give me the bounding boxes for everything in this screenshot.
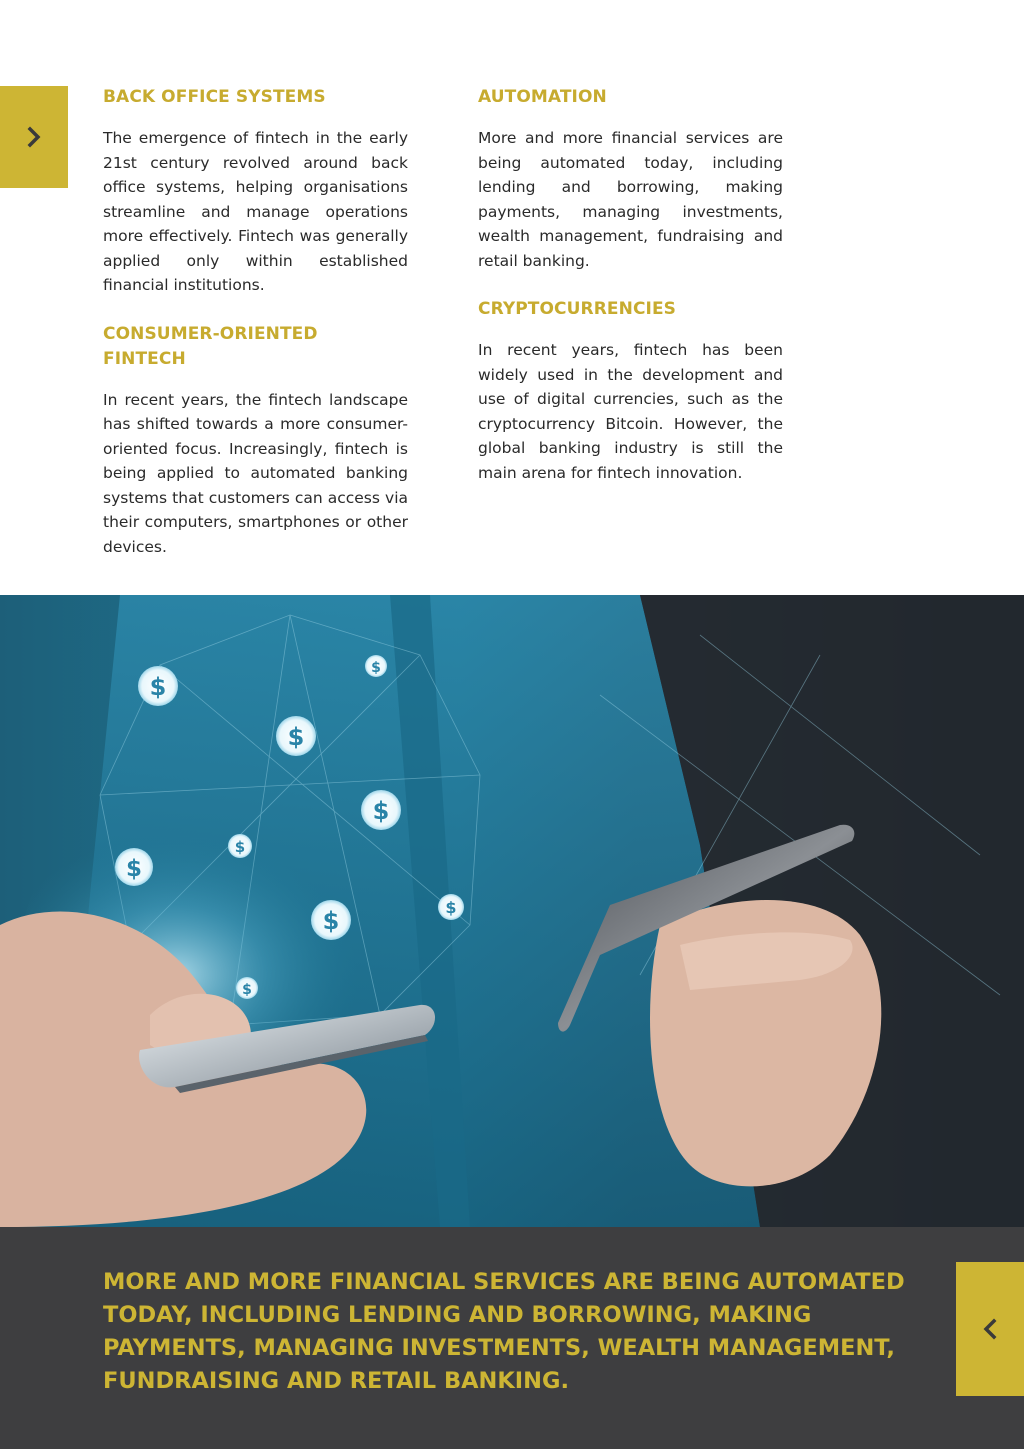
- body-back-office: The emergence of fintech in the early 21st century revolved around back office systems, helping organisations streamline and manage operations more effectively. Fintech was generally applied only within established financial institutions.: [103, 129, 408, 294]
- coin-icon: [311, 900, 351, 940]
- svg-text:$: $: [371, 660, 381, 676]
- heading-back-office: BACK OFFICE SYSTEMS: [103, 87, 326, 107]
- left-column: [103, 85, 408, 559]
- svg-text:$: $: [287, 723, 305, 751]
- coin-icon: [365, 655, 387, 677]
- body-automation: More and more financial services are being automated today, including lending and borrowing, making payments, managing investments, wealth management, fundraising and retail banking.: [478, 129, 783, 270]
- svg-text:$: $: [149, 673, 167, 701]
- right-column: [478, 85, 783, 485]
- fintech-photo: [0, 595, 1024, 1227]
- banner-quote: MORE AND MORE FINANCIAL SERVICES ARE BEING AUTOMATED TODAY, INCLUDING LENDING AND BORROWING, MAKING PAYMENTS, MANAGING INVESTMENTS, WEALTH MANAGEMENT, FUNDRAISING AND RETAIL BANKING.: [103, 1269, 905, 1394]
- coin-icon: [361, 790, 401, 830]
- chevron-left-icon: [981, 1317, 999, 1341]
- svg-text:$: $: [322, 907, 340, 935]
- body-consumer-fintech: In recent years, the fintech landscape has shifted towards a more consumer-oriented focus. Increasingly, fintech is being applied to automated banking systems that customers can access via their computers, smartphones or other devices.: [103, 390, 408, 556]
- coin-icon: [438, 894, 464, 920]
- coin-icon: [236, 977, 258, 999]
- heading-consumer-fintech: CONSUMER-ORIENTED FINTECH: [103, 323, 318, 369]
- body-cryptocurrencies: In recent years, fintech has been widely used in the development and use of digital currencies, such as the cryptocurrency Bitcoin. However, the global banking industry is still the main arena for fintech innovation.: [478, 341, 783, 482]
- chevron-right-icon: [25, 125, 43, 149]
- svg-text:$: $: [372, 797, 390, 825]
- coin-icon: [228, 834, 252, 858]
- coin-icon: [138, 666, 178, 706]
- previous-page-tab[interactable]: [956, 1262, 1024, 1396]
- svg-text:$: $: [242, 982, 252, 998]
- svg-text:$: $: [125, 856, 143, 882]
- heading-cryptocurrencies: CRYPTOCURRENCIES: [478, 299, 677, 319]
- coin-icon: [115, 848, 153, 886]
- svg-text:$: $: [234, 838, 246, 856]
- svg-text:$: $: [445, 898, 457, 917]
- next-page-tab[interactable]: [0, 86, 68, 188]
- heading-automation: AUTOMATION: [478, 87, 607, 107]
- coin-icon: [276, 716, 316, 756]
